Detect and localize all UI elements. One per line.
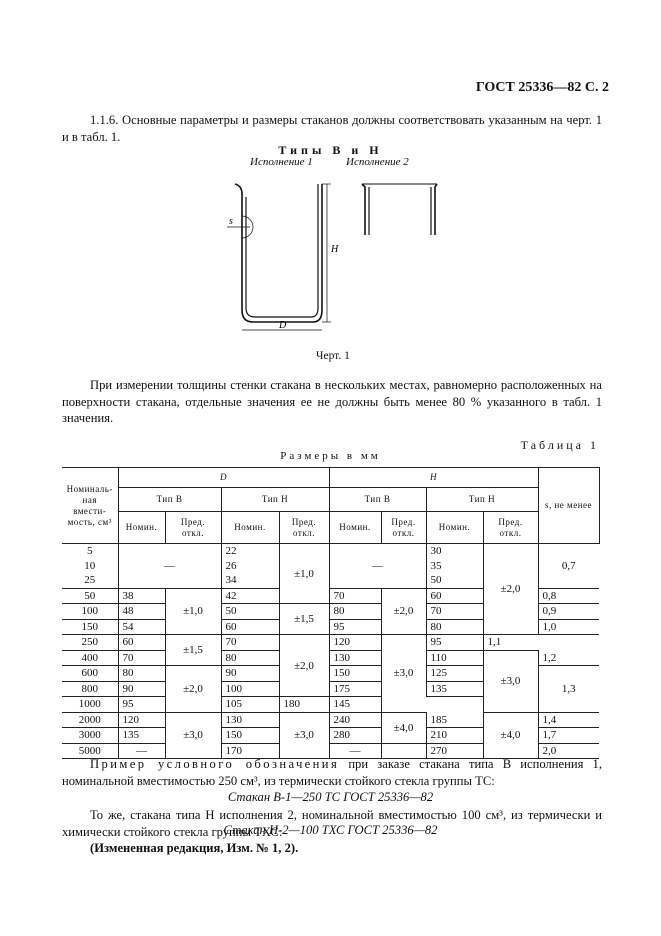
s-cell: 1,0 bbox=[538, 619, 599, 635]
h-n-cell: 135 bbox=[426, 681, 483, 697]
s-cell: 1,4 bbox=[538, 712, 599, 728]
tol-cell: ±2,0 bbox=[483, 544, 538, 635]
d-n-cell: 130 bbox=[221, 712, 279, 728]
h-n-cell: 270 bbox=[426, 743, 483, 759]
capacity-cell: 5000 bbox=[62, 743, 118, 759]
d-b-cell: 80 bbox=[118, 666, 165, 682]
header-tol: Пред. откл. bbox=[483, 512, 538, 544]
capacity-cell: 1000 bbox=[62, 697, 118, 713]
d-n-cell: 22 bbox=[221, 544, 279, 559]
tol-cell: ±3,0 bbox=[279, 712, 329, 759]
s-cell: 1,2 bbox=[538, 650, 599, 666]
tol-cell: ±1,5 bbox=[165, 635, 221, 666]
measurement-note: При измерении толщины стенки стакана в нескольких местах, равномерно расположенных на поверхности стакана, отдельные значения ее не должны быть менее 80 % указанного в табл. 1 значения. bbox=[62, 378, 602, 425]
tol-cell: ±1,0 bbox=[165, 588, 221, 635]
figure-caption: Черт. 1 bbox=[316, 350, 350, 362]
intro-paragraph: 1.1.6. Основные параметры и размеры стаканов должны соответствовать указанным на черт. 1 и в табл. 1. bbox=[62, 113, 602, 144]
s-cell: 0,7 bbox=[538, 544, 599, 589]
example-code-1: Стакан В-1—250 ТС ГОСТ 25336—82 bbox=[227, 790, 434, 804]
h-n-cell: 50 bbox=[426, 573, 483, 588]
capacity-cell: 3000 bbox=[62, 728, 118, 744]
header-tol: Пред. откл. bbox=[165, 512, 221, 544]
header-tol: Пред. откл. bbox=[381, 512, 426, 544]
d-n-cell: 100 bbox=[221, 681, 279, 697]
example-lead: Пример условного обозначения bbox=[90, 757, 340, 771]
header-d: D bbox=[118, 468, 329, 488]
header-h-type-n: Тип Н bbox=[426, 488, 538, 512]
h-b-cell: — bbox=[329, 743, 381, 759]
h-b-cell: 95 bbox=[329, 619, 381, 635]
example-paragraph bbox=[62, 756, 602, 789]
d-b-cell: 38 bbox=[118, 588, 165, 604]
table-row bbox=[62, 544, 599, 559]
d-n-cell: 90 bbox=[221, 666, 279, 682]
tol-cell: ±3,0 bbox=[483, 650, 538, 712]
execution-1-label: Исполнение 1 bbox=[250, 156, 313, 168]
capacity-cell: 150 bbox=[62, 619, 118, 635]
table-row bbox=[62, 635, 599, 651]
capacity-cell: 25 bbox=[62, 573, 118, 588]
s-cell: 2,0 bbox=[538, 743, 599, 759]
h-n-cell: 80 bbox=[426, 619, 483, 635]
tol-cell: ±3,0 bbox=[165, 712, 221, 759]
tol-cell: ±1,5 bbox=[279, 604, 329, 635]
capacity-cell: 400 bbox=[62, 650, 118, 666]
header-capacity: Номиналь-ная вмести-мость, см³ bbox=[62, 468, 118, 544]
capacity-cell: 800 bbox=[62, 681, 118, 697]
beaker-1-outer bbox=[235, 184, 322, 322]
h-b-cell: 80 bbox=[329, 604, 381, 620]
d-b-cell: 95 bbox=[118, 697, 165, 713]
header-nom: Номин. bbox=[329, 512, 381, 544]
d-b-cell: 54 bbox=[118, 619, 165, 635]
empty-cell: — bbox=[118, 544, 221, 589]
header-d-type-n: Тип Н bbox=[221, 488, 329, 512]
d-b-cell: — bbox=[118, 743, 165, 759]
h-n-cell: 110 bbox=[426, 650, 483, 666]
example-code-2: Стакан Н-2—100 ТХС ГОСТ 25336—82 bbox=[223, 823, 438, 837]
d-n-cell: 26 bbox=[221, 559, 279, 574]
h-n-cell: 30 bbox=[426, 544, 483, 559]
tol-cell: ±4,0 bbox=[381, 712, 426, 743]
capacity-cell: 2000 bbox=[62, 712, 118, 728]
h-n-cell: 125 bbox=[426, 666, 483, 682]
tol-cell: ±3,0 bbox=[381, 635, 426, 713]
h-b-cell: 150 bbox=[329, 666, 381, 682]
revision-note: (Измененная редакция, Изм. № 1, 2). bbox=[90, 841, 299, 855]
tol-cell: ±2,0 bbox=[381, 588, 426, 635]
execution-2-label: Исполнение 2 bbox=[346, 156, 409, 168]
table-number: Таблица 1 bbox=[520, 438, 599, 452]
capacity-cell: 50 bbox=[62, 588, 118, 604]
page-header: ГОСТ 25336—82 С. 2 bbox=[475, 80, 609, 95]
header-nom: Номин. bbox=[426, 512, 483, 544]
h-n-cell: 95 bbox=[426, 635, 483, 651]
h-b-cell: 280 bbox=[329, 728, 381, 744]
s-cell: 1,7 bbox=[538, 728, 599, 744]
d-b-cell: 120 bbox=[118, 712, 165, 728]
h-n-cell: 70 bbox=[426, 604, 483, 620]
h-n-cell: 60 bbox=[426, 588, 483, 604]
header-h-type-b: Тип В bbox=[329, 488, 426, 512]
d-b-cell: 70 bbox=[118, 650, 165, 666]
tol-cell: ±2,0 bbox=[165, 666, 221, 713]
capacity-cell: 250 bbox=[62, 635, 118, 651]
d-b-cell: 48 bbox=[118, 604, 165, 620]
header-d-type-b: Тип В bbox=[118, 488, 221, 512]
example-text-2: То же, стакана типа Н исполнения 2, номинальной вместимостью 100 см³, из термически и химически стойкого стекла группы ТХС: bbox=[62, 808, 602, 839]
h-b-cell: 180 bbox=[279, 697, 329, 713]
header-h: H bbox=[329, 468, 538, 488]
d-n-cell: 80 bbox=[221, 650, 279, 666]
table-subtitle: Размеры в мм bbox=[280, 450, 381, 462]
h-n-cell: 145 bbox=[329, 697, 381, 713]
figure-title: Типы В и Н bbox=[278, 143, 383, 157]
d-b-cell: 60 bbox=[118, 635, 165, 651]
d-n-cell: 170 bbox=[221, 743, 279, 759]
h-n-cell: 35 bbox=[426, 559, 483, 574]
capacity-cell: 600 bbox=[62, 666, 118, 682]
d-b-cell: 135 bbox=[118, 728, 165, 744]
tol-cell: ±1,0 bbox=[279, 544, 329, 604]
h-n-cell: 185 bbox=[426, 712, 483, 728]
beaker-2-body bbox=[362, 184, 437, 235]
tol-cell: ±2,0 bbox=[279, 635, 329, 697]
h-b-cell: 120 bbox=[329, 635, 381, 651]
beaker-drawing bbox=[215, 172, 455, 344]
d-n-cell: 42 bbox=[221, 588, 279, 604]
dimensions-table bbox=[62, 467, 600, 759]
h-b-cell: 175 bbox=[329, 681, 381, 697]
label-d: D bbox=[279, 320, 287, 331]
s-cell: 1,3 bbox=[538, 666, 599, 713]
d-n-cell: 105 bbox=[221, 697, 279, 713]
empty-cell: — bbox=[329, 544, 426, 589]
h-b-cell: 240 bbox=[329, 712, 381, 728]
table-row bbox=[62, 650, 599, 666]
header-s: s, не менее bbox=[538, 468, 599, 544]
h-n-cell: 210 bbox=[426, 728, 483, 744]
table-row bbox=[62, 712, 599, 728]
s-cell: 1,1 bbox=[483, 635, 538, 651]
d-n-cell: 150 bbox=[221, 728, 279, 744]
capacity-cell: 100 bbox=[62, 604, 118, 620]
label-h: H bbox=[331, 244, 339, 255]
header-tol: Пред. откл. bbox=[279, 512, 329, 544]
beaker-1-inner bbox=[246, 184, 318, 317]
d-b-cell: 90 bbox=[118, 681, 165, 697]
beaker-2-inner bbox=[369, 187, 431, 235]
capacity-cell: 10 bbox=[84, 559, 96, 572]
header-nom: Номин. bbox=[118, 512, 165, 544]
d-n-cell: 34 bbox=[221, 573, 279, 588]
capacity-cell: 5 bbox=[62, 544, 118, 559]
label-s: s bbox=[229, 216, 233, 227]
d-n-cell: 70 bbox=[221, 635, 279, 651]
s-cell: 0,8 bbox=[538, 588, 599, 604]
tol-cell: ±4,0 bbox=[483, 712, 538, 759]
example-text-1: при заказе стакана типа В исполнения 1, номинальной вместимостью 250 см³, из термически стойкого стекла группы ТС: bbox=[62, 757, 602, 788]
h-b-cell: 130 bbox=[329, 650, 381, 666]
h-b-cell: 70 bbox=[329, 588, 381, 604]
d-n-cell: 60 bbox=[221, 619, 279, 635]
header-nom: Номин. bbox=[221, 512, 279, 544]
d-n-cell: 50 bbox=[221, 604, 279, 620]
s-cell: 0,9 bbox=[538, 604, 599, 620]
